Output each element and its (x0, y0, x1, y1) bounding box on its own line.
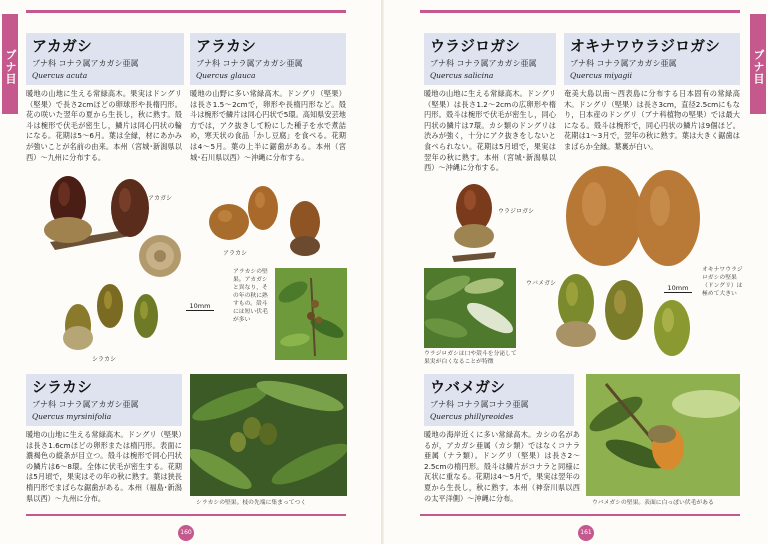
title-box-ubamegashi (424, 374, 574, 426)
acorn-photo-urajirogashi (444, 176, 504, 268)
photo-shirakashi-branch (190, 374, 347, 496)
photo-ubamegashi-branch (586, 374, 740, 496)
desc-okinawa: 奄美大島以南～西表島に分布する日本固有の常緑高木。ドングリ（堅果）は長さ3cm，直径2.5cmにもなり，日本産のドングリ（ブナ科植物の堅果）では最大になる。殻斗は椀形で，同心円状の鱗片は9個ほど。花期は1～3月で，翌年の秋に熟す。葉は大きく鋸歯はまばらか全縁。葉裏が白い。 (564, 89, 740, 151)
title-box-urajirogashi (424, 33, 556, 85)
species-name: アラカシ (196, 37, 257, 55)
label-okinawa-note: オキナワウラジロガシの堅果（ドングリ）は極めて大きい (702, 267, 743, 297)
page-number-left: 160 (178, 525, 194, 541)
caption-ubamegashi-photo: ウバメガシの堅果。表面に白っぽい伏毛がある (592, 500, 714, 506)
acorn-photo-okinawa (562, 158, 702, 270)
species-family: ブナ科 コナラ属コナラ亜属 (430, 400, 529, 409)
scale-bar-left: 10mm (186, 302, 214, 311)
bottom-rule (26, 514, 346, 516)
acorn-photo-ubamegashi (546, 268, 696, 364)
species-family: ブナ科 コナラ属アカガシ亜属 (32, 59, 139, 68)
caption-shirakashi-photo: シラカシの堅果。枝の先端に集まってつく (196, 500, 307, 506)
species-name: アカガシ (32, 37, 92, 55)
label-ubamegashi: ウバメガシ (526, 280, 557, 287)
species-family: ブナ科 コナラ属アカガシ亜属 (196, 59, 303, 68)
label-urajirogashi: ウラジロガシ (498, 208, 535, 215)
label-akagashi: アカガシ (148, 195, 172, 202)
page-right (384, 0, 768, 544)
species-scientific: Quercus phillyreoides (430, 412, 514, 421)
species-family: ブナ科 コナラ属アカガシ亜属 (32, 400, 139, 409)
title-box-okinawa (564, 33, 740, 85)
caption-urajirogashi-photo: ウラジロガシは口や殻斗を分泌して果実が白くなることが特徴 (424, 351, 517, 365)
title-box-arakashi (190, 33, 346, 85)
acorn-photo-shirakashi (58, 280, 168, 354)
species-family: ブナ科 コナラ属アカガシ亜属 (430, 59, 537, 68)
top-rule (420, 10, 740, 13)
species-name: オキナワウラジロガシ (570, 37, 721, 55)
label-shirakashi: シラカシ (92, 356, 117, 363)
species-scientific: Quercus miyagii (570, 71, 633, 80)
desc-ubamegashi: 暖地の海岸近くに多い常緑高木。カシの名があるが，アカガシ亜属（カシ類）ではなくコナラ亜属（ナラ類）。ドングリ（堅果）は長さ2～2.5cmの楕円形。殻斗は鱗片がコナラと同様に瓦状に重なる。花期は4～5月で，果実は翌年の夏から生長し，秋に熟す。本州（神奈川県以西の太平洋側）～沖縄に分布。 (424, 430, 580, 503)
section-tab-left[interactable]: ブナ目 (2, 14, 18, 114)
page-number-right: 161 (578, 525, 594, 541)
photo-urajirogashi-branch (424, 268, 516, 348)
species-scientific: Quercus myrsinifolia (32, 412, 112, 421)
species-scientific: Quercus acuta (32, 71, 88, 80)
desc-arakashi: 暖地の山野に多い常緑高木。ドングリ（堅果）は長さ1.5～2cmで，卵形や長楕円形など。殻斗は椀形で鱗片は同心円状で5環。高知県安芸地方では，アク抜きして粉にした種子を水で煮詰め，寒天状の食品「かし豆腐」を食べる。花期は4～5月。葉の上半に鋸歯がある。本州（宮城･石川県以西）～沖縄に分布する。 (190, 89, 346, 162)
species-scientific: Quercus salicina (430, 71, 494, 80)
species-scientific: Quercus glauca (196, 71, 256, 80)
title-box-shirakashi (26, 374, 182, 426)
scale-bar-right: 10mm (664, 284, 692, 293)
desc-akagashi: 暖地の山地に生える常緑高木。果実はドングリ（堅果）で長さ2cmほどの卵球形や長楕円形。花の咲いた翌年の夏から生長し，秋に熟す。殻斗は椀形で伏毛が密生し，鱗片は同心円状の輪になる。花期は5～6月。葉は全縁，材にあかみが強いことが名前の由来。本州（宮城･新潟県以西）～九州に分布する。 (26, 89, 182, 162)
species-family: ブナ科 コナラ属アカガシ亜属 (570, 59, 677, 68)
bottom-rule (420, 514, 740, 516)
acorn-photo-akagashi (30, 168, 190, 280)
photo-arakashi-branch (275, 268, 347, 360)
title-box-akagashi (26, 33, 184, 85)
desc-urajirogashi: 暖地の山地に生える常緑高木。ドングリ（堅果）は長さ1.2～2cmの広卵形や楕円形。殻斗は椀形で伏毛が密生し，同心円状の鱗片は7環。カシ類のドングリは渋みが強く，十分にアク抜きをしないと食べられない。花期は5月頃で，果実は翌年の秋に熟す。本州（宮城･新潟県以西）～沖縄に分布する。 (424, 89, 556, 173)
label-arakashi: アラカシ (223, 250, 248, 257)
desc-shirakashi: 暖地の山地に生える常緑高木。ドングリ（堅果）は長さ1.6cmほどの卵形または楕円形。表面に濃褐色の縦条が目立つ。殻斗は椀形で同心円状の鱗片は6～8環。全体に伏毛が密生する。花期は5月頃で，果実はその年の秋に熟す。葉は狭長楕円形でまばらな鋸歯がある。本州（福島･新潟県以西）～九州に分布。 (26, 430, 182, 503)
top-rule (26, 10, 346, 13)
species-name: ウラジロガシ (430, 37, 521, 55)
caption-arakashi-note: アラカシの堅果。アカガシと異なり，その年の秋に熟すもの。殻斗には短い伏毛が多い (233, 269, 268, 323)
species-name: シラカシ (32, 378, 93, 396)
section-tab-right[interactable]: ブナ目 (750, 14, 766, 114)
species-name: ウバメガシ (430, 378, 506, 396)
